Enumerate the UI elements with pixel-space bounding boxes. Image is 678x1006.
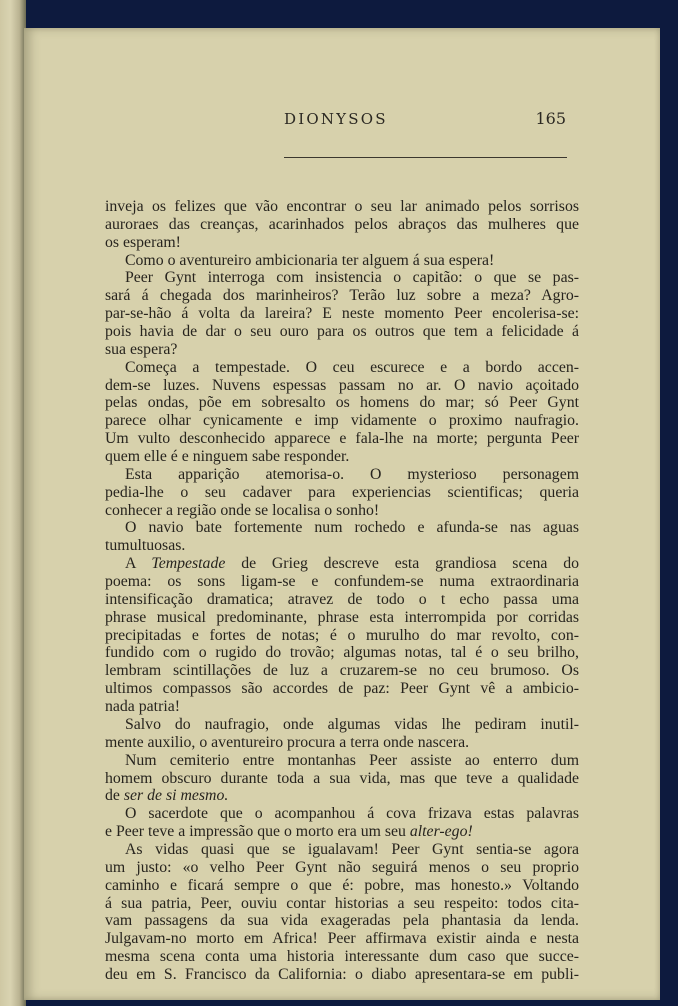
text-line: deu em S. Francisco da California: o diabo apresentara-se em publi- bbox=[105, 965, 579, 983]
text-line: Um vulto desconhecido apparece e fala-lhe na morte; pergunta Peer bbox=[105, 430, 579, 448]
text-line: pois havia de dar o seu ouro para os outros que tem a felicidade á bbox=[105, 323, 579, 341]
text-line: vam passagens da sua vida exageradas pela phantasia da lenda. bbox=[105, 912, 579, 930]
line-prefix: de bbox=[105, 787, 120, 805]
text-line: um justo: «o velho Peer Gynt não seguirá menos o seu proprio bbox=[105, 858, 579, 876]
text-line: Julgavam-no morto em Africa! Peer affirmava existir ainda e nesta bbox=[105, 930, 579, 948]
text-line: conhecer a região onde se localisa o sonho! bbox=[105, 501, 380, 519]
running-header bbox=[284, 108, 568, 134]
text-line: á sua patria, Peer, ouviu contar historias a seu respeito: todos cita- bbox=[105, 894, 579, 912]
text-line bbox=[105, 787, 579, 805]
text-line: sará á chegada dos marinheiros? Terão luz sobre a meza? Agro- bbox=[105, 287, 579, 305]
page-number: 165 bbox=[535, 109, 566, 128]
text-line: Num cemiterio entre montanhas Peer assiste ao enterro dum bbox=[125, 751, 579, 769]
text-line: nada patria! bbox=[105, 698, 180, 716]
text-line: Esta apparição atemorisa-o. O mysterioso personagem bbox=[125, 465, 579, 483]
text-line: mesma scena conta uma historia interessante dum caso que succe- bbox=[105, 948, 579, 966]
text-line: inveja os felizes que vão encontrar o seu lar animado pelos sorrisos bbox=[105, 198, 579, 215]
text-line: sua espera? bbox=[105, 340, 178, 358]
body-text bbox=[105, 198, 579, 984]
line-remainder: de Grieg descreve esta grandiosa scena do bbox=[241, 555, 579, 573]
text-line: parece olhar cynicamente e imp vidamente o proximo naufragio. bbox=[105, 412, 579, 430]
text-line: pelas ondas, põe em sobresalto os homens do mar; só Peer Gynt bbox=[105, 394, 579, 412]
text-line bbox=[105, 555, 579, 573]
running-title: DIONYSOS bbox=[284, 110, 388, 128]
text-line: lembram scintillações de luz a cruzarem-se no ceu brumoso. Os bbox=[105, 662, 579, 680]
text-line: homem obscuro durante toda a sua vida, mas que teve a qualidade bbox=[105, 769, 579, 787]
text-line: O sacerdote que o acompanhou á cova frizava estas palavras bbox=[125, 805, 579, 823]
text-line: O navio bate fortemente num rochedo e afunda-se nas aguas bbox=[125, 519, 579, 537]
book-binding bbox=[0, 0, 26, 1006]
work-title-tempestade: Tempestade bbox=[151, 555, 226, 573]
text-line: As vidas quasi que se igualavam! Peer Gynt sentia-se agora bbox=[125, 840, 579, 858]
header-rule bbox=[284, 157, 567, 158]
text-line bbox=[105, 823, 579, 841]
text-line: Peer Gynt interroga com insistencia o capitão: o que se pas- bbox=[125, 269, 579, 287]
text-line: ultimos compassos são accordes de paz: Peer Gynt vê a ambicio- bbox=[105, 680, 579, 698]
text-line: tumultuosas. bbox=[105, 537, 186, 555]
text-line: dem-se luzes. Nuvens espessas passam no ar. O navio açoitado bbox=[105, 376, 579, 394]
text-line: Começa a tempestade. O ceu escurece e a bordo accen- bbox=[125, 358, 579, 376]
text-line: par-se-hão á volta da lareira? E neste momento Peer encolerisa-se: bbox=[105, 305, 579, 323]
text-line: mente auxilio, o aventureiro procura a terra onde nascera. bbox=[105, 733, 470, 751]
inline-prefix: A bbox=[125, 555, 136, 573]
text-line: Salvo do naufragio, onde algumas vidas lhe pediram inutil- bbox=[125, 715, 579, 733]
text-line: Como o aventureiro ambicionaria ter alguem á sua espera! bbox=[125, 251, 495, 269]
italic-phrase: ser de si mesmo. bbox=[123, 787, 229, 805]
text-line: intensificação dramatica; atravez de todo o t echo passa uma bbox=[105, 590, 579, 608]
text-line: pedia-lhe o seu cadaver para experiencias scientificas; queria bbox=[105, 483, 579, 501]
italic-phrase: alter-ego! bbox=[409, 823, 473, 841]
text-line: phrase musical predominante, phrase esta interrompida por corridas bbox=[105, 608, 579, 626]
text-line: auroraes das creanças, acarinhados pelos abraços das mulheres que bbox=[105, 215, 579, 233]
book-page bbox=[24, 28, 660, 1000]
text-line: caminho e ficará sempre o que é: pobre, mas honesto.» Voltando bbox=[105, 876, 579, 894]
text-line: poema: os sons ligam-se e confundem-se numa extraordinaria bbox=[105, 573, 579, 591]
text-line: fundido com o rugido do trovão; algumas notas, tal é o seu brilho, bbox=[105, 644, 579, 662]
text-line: os esperam! bbox=[105, 233, 181, 251]
text-line: quem elle é e ninguem sabe responder. bbox=[105, 448, 350, 466]
text-line: precipitadas e fortes de notas; é o murulho do mar revolto, con- bbox=[105, 626, 579, 644]
line-prefix: e Peer teve a impressão que o morto era um seu bbox=[105, 823, 406, 841]
